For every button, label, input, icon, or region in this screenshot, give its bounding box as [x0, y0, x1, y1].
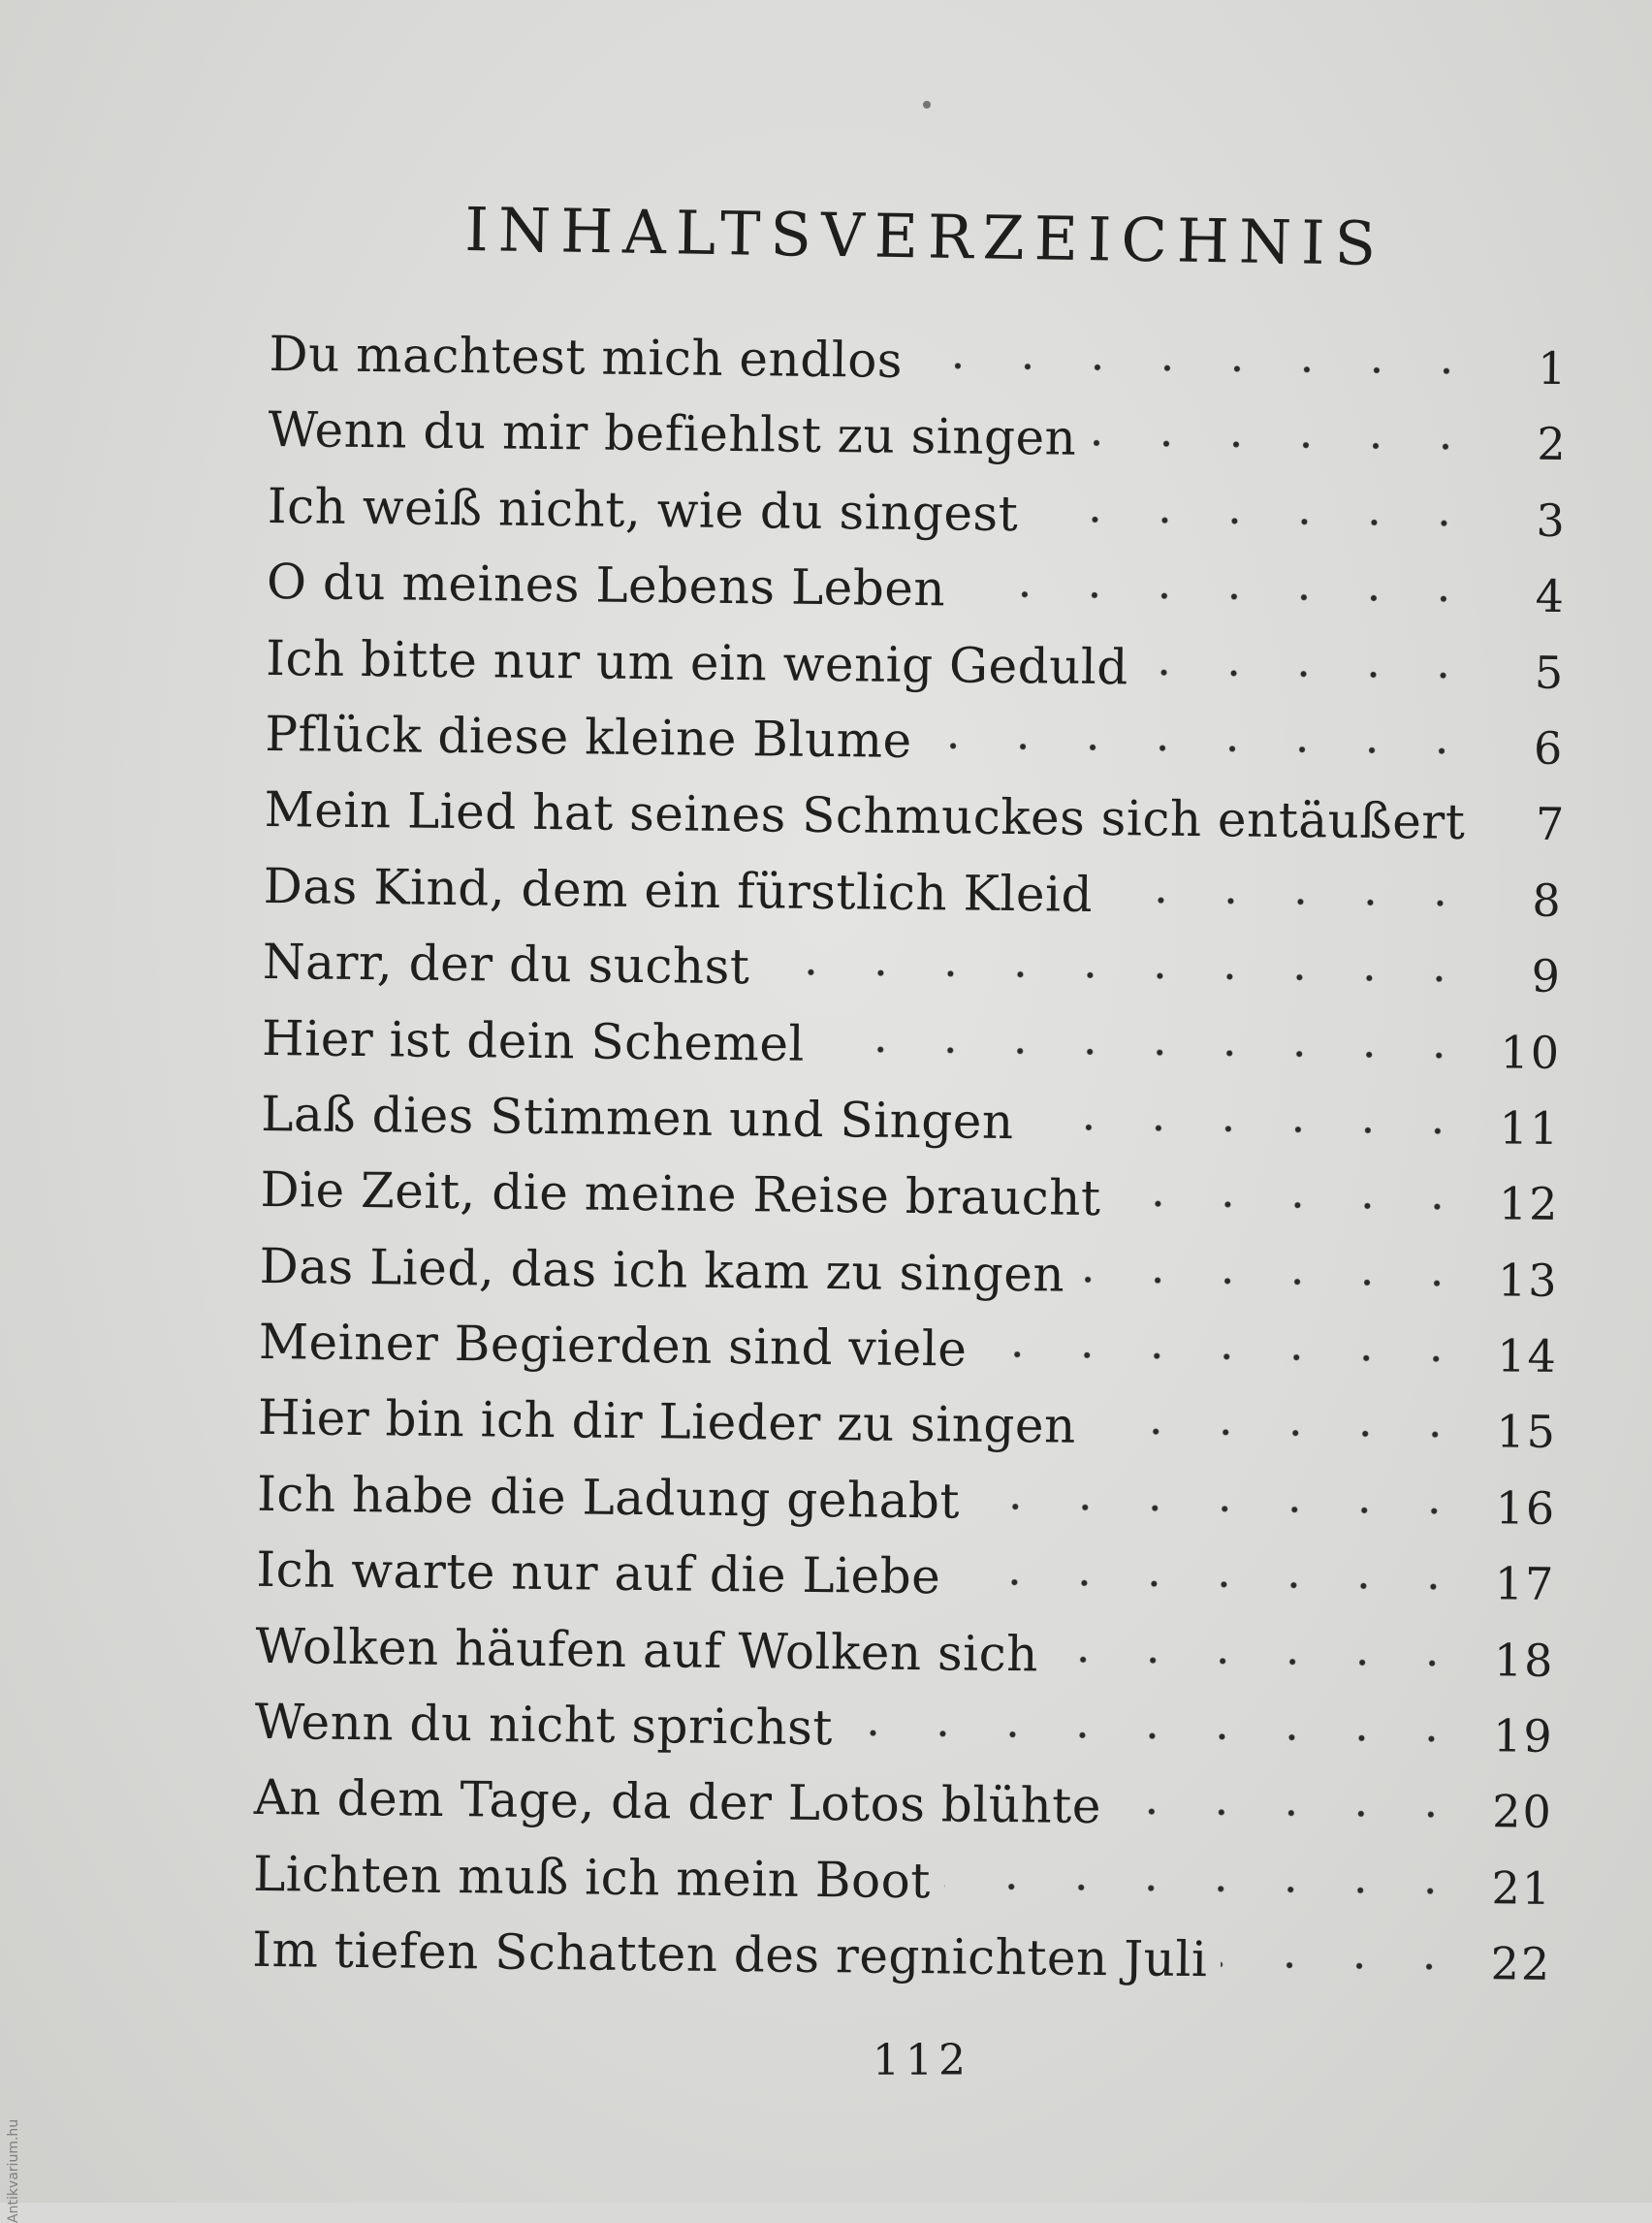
dot-leader: [1032, 472, 1479, 535]
toc-entry: [254, 1680, 1554, 1769]
toc-entry-title: Das Lied, das ich kam zu singen: [259, 1237, 1065, 1303]
toc-entry: [269, 312, 1569, 401]
toc-entry: [268, 388, 1568, 477]
toc-entry: [262, 996, 1562, 1085]
toc-entry-page: 13: [1497, 1254, 1559, 1307]
toc-entry-page: 8: [1532, 873, 1564, 927]
dot-leader: [1052, 1612, 1468, 1674]
toc-entry-page: 21: [1491, 1861, 1553, 1915]
toc-entry: [258, 1376, 1558, 1465]
dot-leader: [959, 548, 1479, 612]
toc-entry: [261, 1072, 1561, 1161]
toc-entry-page: 11: [1499, 1101, 1561, 1155]
toc-entry-title: Wenn du mir befiehlst zu singen: [268, 401, 1077, 467]
toc-entry-page: 20: [1492, 1785, 1554, 1839]
toc-entry-title: Pflück diese kleine Blume: [265, 705, 912, 769]
toc-entry: [266, 617, 1566, 706]
page-number: 112: [873, 2036, 971, 2085]
toc-entry-page: 15: [1496, 1405, 1558, 1459]
toc-entry-page: 14: [1496, 1329, 1559, 1383]
toc-entry-title: Meiner Begierden sind viele: [258, 1314, 968, 1378]
toc-entry-title: Du machtest mich endlos: [269, 325, 904, 389]
dot-leader: [763, 925, 1475, 991]
toc-entry-page: 10: [1500, 1025, 1562, 1079]
dot-leader: [818, 1001, 1475, 1066]
toc-entry-title: Ich bitte nur um ein wenig Geduld: [265, 629, 1129, 695]
toc-entry-title: Das Kind, dem ein fürstlich Kleid: [263, 857, 1094, 923]
dot-leader: [846, 1686, 1467, 1751]
dot-leader: [1078, 1232, 1472, 1294]
toc-entry: [264, 768, 1567, 857]
toc-entry-title: Wolken häufen auf Wolken sich: [255, 1617, 1039, 1683]
dot-leader: [1221, 1919, 1464, 1980]
toc-entry-page: 22: [1490, 1937, 1552, 1991]
dot-leader: [916, 319, 1481, 383]
toc-entry-page: 9: [1531, 949, 1563, 1003]
toc-entry-title: Hier bin ich dir Lieder zu singen: [257, 1389, 1077, 1455]
toc-entry: [259, 1300, 1559, 1389]
toc-entry-page: 6: [1533, 721, 1565, 775]
toc-entry-page: 12: [1498, 1177, 1560, 1231]
dot-leader: [944, 1839, 1466, 1903]
toc-entry-title: Im tiefen Schatten des regnichten Juli: [252, 1921, 1208, 1988]
toc-entry-page: 2: [1537, 418, 1568, 471]
toc-entry-title: Laß dies Stimmen und Singen: [261, 1085, 1014, 1150]
toc-entry-page: 18: [1493, 1633, 1555, 1687]
dot-leader: [1106, 853, 1476, 915]
toc-entry-title: Wenn du nicht sprichst: [254, 1693, 834, 1757]
toc-entry-page: 1: [1537, 341, 1569, 396]
toc-entry: [254, 1756, 1554, 1845]
toc-entry-title: Ich habe die Ladung gehabt: [256, 1465, 961, 1530]
dot-leader: [925, 699, 1477, 763]
dot-leader: [1114, 1157, 1473, 1219]
ink-speck: [923, 101, 931, 109]
dot-leader: [954, 1536, 1469, 1600]
toc-entry-title: Mein Lied hat seines Schmuckes sich entäußert: [264, 781, 1466, 851]
toc-entry-title: Lichten muß ich mein Boot: [252, 1845, 932, 1910]
toc-entry: [263, 920, 1563, 1009]
toc-entry-page: 16: [1495, 1481, 1557, 1535]
toc-entry: [256, 1528, 1556, 1617]
toc-entry: [259, 1224, 1559, 1314]
toc-entry-page: 19: [1492, 1709, 1554, 1763]
page-title: INHALTSVERZEICHNIS: [463, 194, 1386, 279]
toc-entry: [267, 540, 1567, 629]
toc-entry-page: 7: [1535, 798, 1567, 851]
toc-entry-page: 17: [1494, 1557, 1556, 1611]
toc-entry-page: 3: [1536, 493, 1568, 547]
toc-entry: [252, 1908, 1552, 1997]
dot-leader: [1115, 1765, 1467, 1827]
toc-entry-title: Narr, der du suchst: [262, 934, 750, 996]
watermark: Antikvarium.hu: [6, 2118, 21, 2223]
dot-leader: [1027, 1080, 1473, 1143]
toc-entry-title: Ich warte nur auf die Liebe: [256, 1541, 941, 1605]
toc-entry-title: Die Zeit, die meine Reise braucht: [260, 1161, 1101, 1227]
toc-entry: [260, 1148, 1560, 1237]
toc-entry: [253, 1832, 1553, 1921]
toc-entry: [263, 844, 1563, 934]
toc-entry-page: 4: [1535, 569, 1567, 623]
dot-leader: [973, 1460, 1470, 1523]
dot-leader: [1090, 397, 1480, 459]
dot-leader: [1142, 625, 1478, 687]
toc-entry: [268, 464, 1568, 554]
toc-entry-title: Ich weiß nicht, wie du singest: [267, 477, 1019, 542]
toc-entry: [255, 1604, 1555, 1694]
table-of-contents: [252, 312, 1569, 1998]
toc-entry-page: 5: [1534, 646, 1566, 699]
toc-entry: [265, 692, 1565, 781]
toc-entry-title: Hier ist dein Schemel: [261, 1009, 806, 1072]
dot-leader: [980, 1308, 1471, 1371]
dot-leader: [1090, 1384, 1471, 1446]
toc-entry: [257, 1452, 1557, 1541]
toc-entry-title: O du meines Lebens Leben: [266, 554, 946, 618]
toc-entry-title: An dem Tage, da der Lotos blühte: [253, 1769, 1102, 1835]
dot-leader: [1478, 780, 1479, 839]
